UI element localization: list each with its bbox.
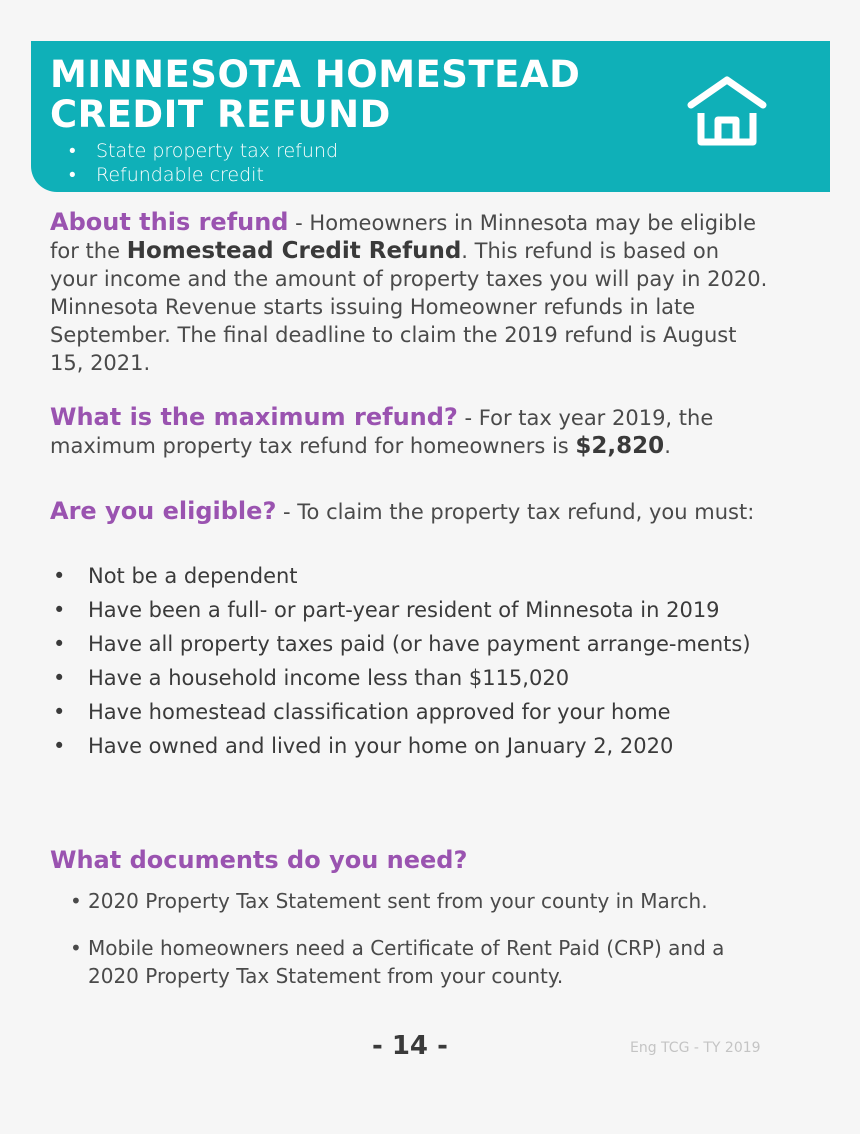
banner-bullet-list — [69, 139, 338, 187]
maximum-text: - For tax year 2019, the maximum property tax refund for homeowners is — [50, 406, 714, 458]
about-section — [50, 208, 770, 377]
list-item: • Have been a full- or part-year resident of Minnesota in 2019 — [53, 598, 720, 622]
house-icon — [687, 75, 767, 149]
list-item: • Have a household income less than $115,020 — [53, 666, 570, 690]
title-banner — [31, 41, 830, 192]
about-text-1: - Homeowners in Minnesota may be eligible for the — [50, 211, 757, 263]
eligible-text: - To claim the property tax refund, you must: — [276, 500, 755, 524]
banner-bullet: • Refundable credit — [69, 164, 264, 186]
about-bold: Homestead Credit Refund — [126, 238, 462, 264]
eligible-heading: Are you eligible? — [50, 497, 277, 525]
banner-bullet: • State property tax refund — [69, 140, 338, 162]
about-heading: About this refund — [50, 208, 289, 236]
title-line-2: CREDIT REFUND — [50, 93, 391, 136]
maximum-heading: What is the maximum refund? — [50, 403, 458, 431]
page-title — [50, 55, 580, 135]
about-text-2: . This refund is based on your income and the amount of property taxes you will pay in 2020. Minnesota Revenue starts issuing Homeowner refunds in late September. The final deadline to claim the 2019 refund is August 15, 2021. — [50, 239, 768, 375]
maximum-section — [50, 403, 770, 460]
list-item: • Have owned and lived in your home on January 2, 2020 — [53, 734, 674, 758]
eligible-section — [50, 497, 770, 526]
list-item: • Not be a dependent — [53, 564, 298, 588]
documents-list — [70, 887, 760, 1009]
eligibility-list — [50, 562, 770, 766]
footer-code: Eng TCG - TY 2019 — [630, 1040, 761, 1056]
maximum-end: . — [664, 434, 671, 458]
maximum-amount: $2,820 — [575, 433, 665, 459]
documents-heading: What documents do you need? — [50, 846, 468, 874]
title-line-1: MINNESOTA HOMESTEAD — [50, 53, 581, 96]
list-item: • Have all property taxes paid (or have payment arrange-ments) — [53, 632, 751, 656]
list-item: • Mobile homeowners need a Certificate of Rent Paid (CRP) and a 2020 Property Tax Statement from your county. — [70, 936, 725, 988]
list-item: • 2020 Property Tax Statement sent from your county in March. — [70, 889, 708, 913]
page-number: - 14 - — [372, 1031, 448, 1061]
list-item: • Have homestead classification approved for your home — [53, 700, 671, 724]
